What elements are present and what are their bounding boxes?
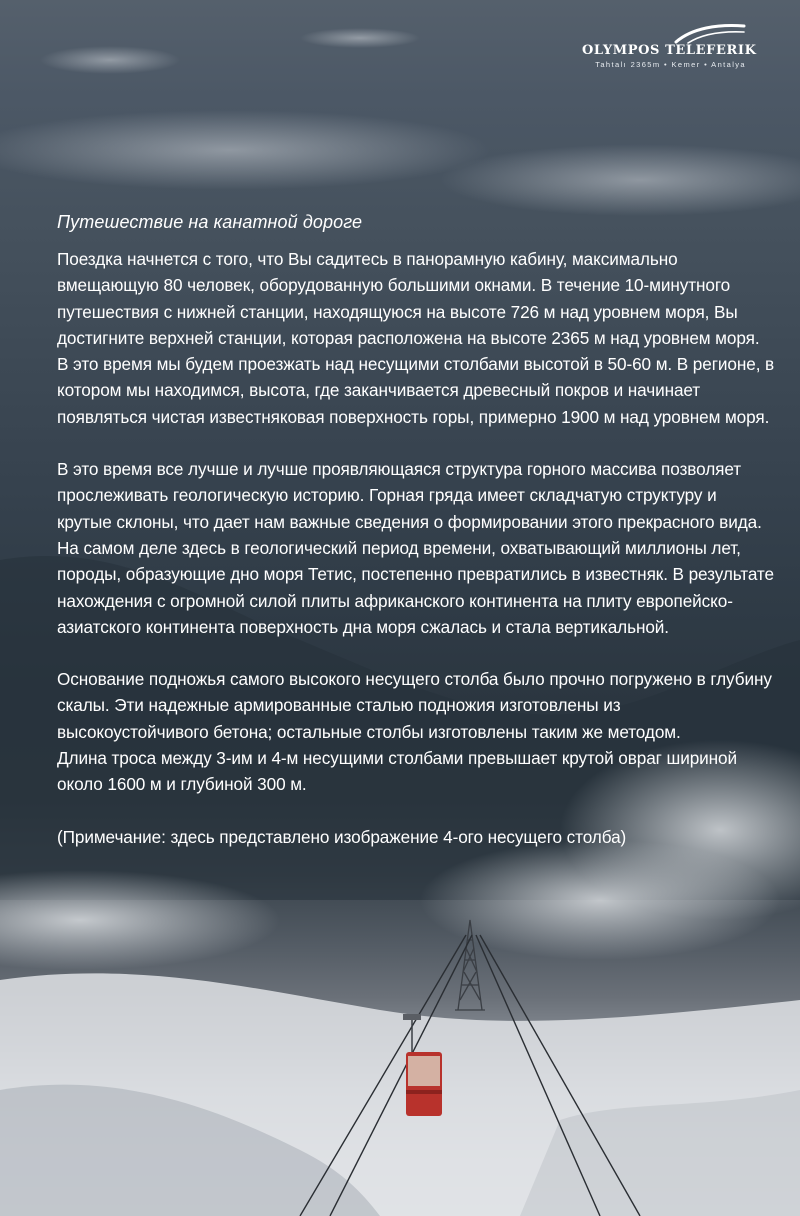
cloud: [0, 110, 490, 190]
paragraph-cable-length: Длина троса между 3-им и 4-м несущими столбами превышает крутой овраг шириной около 1600 м и глубиной 300 м.: [57, 748, 738, 795]
paragraph-cabin-journey: Поездка начнется с того, что Вы садитесь в панорамную кабину, максимально вмещающую 80 человек, оборудованную большими окнами. В течение 10-минутного путешествия с нижней станции, находящуюся на высоте 726 м над уровнем моря, Вы достигните верхней станции, которая расположена на высоте 2365 м над уровнем моря. В это время мы будем проезжать над несущими столбами высотой в 50-60 м. В регионе, в котором мы находимся, высота, где заканчивается древесный покров и начинает появляться чистая известняковая поверхность горы, примерно 1900 м над уровнем моря.: [57, 249, 775, 427]
article-body: [57, 210, 775, 850]
mist: [420, 840, 780, 960]
logo-name: OLYMPOS TELEFERIK: [582, 43, 757, 58]
cloud: [300, 28, 420, 48]
cloud: [440, 144, 800, 216]
brand-logo: [582, 22, 757, 72]
paragraph-pylon-foundation: Основание подножья самого высокого несущего столба было прочно погружено в глубину скалы. Эти надежные армированные сталью подножия изготовлены из высокоустойчивого бетона; остальные столбы изготовлены таким же методом.: [57, 669, 772, 742]
logo-tagline: Tahtalı 2365m • Kemer • Antalya: [595, 60, 746, 69]
paragraph-geology: В это время все лучше и лучше проявляющаяся структура горного массива позволяет прослеживать геологическую историю. Горная гряда имеет складчатую структуру и крутые склоны, что дает нам важные сведения о формировании этого прекрасного вида. На самом деле здесь в геологический период времени, охватывающий миллионы лет, породы, образующие дно моря Тетис, постепенно превратились в известняк. В результате нахождения с огромной силой плиты африканского континента на плиту европейско-азиатского континента поверхность дна моря сжалась и стала вертикальной.: [57, 459, 774, 637]
paragraph-note: (Примечание: здесь представлено изображение 4-ого несущего столба): [57, 826, 627, 847]
logo-swoosh-icon: [674, 22, 746, 44]
cloud: [40, 46, 180, 74]
article-title: Путешествие на канатной дороге: [57, 212, 363, 232]
